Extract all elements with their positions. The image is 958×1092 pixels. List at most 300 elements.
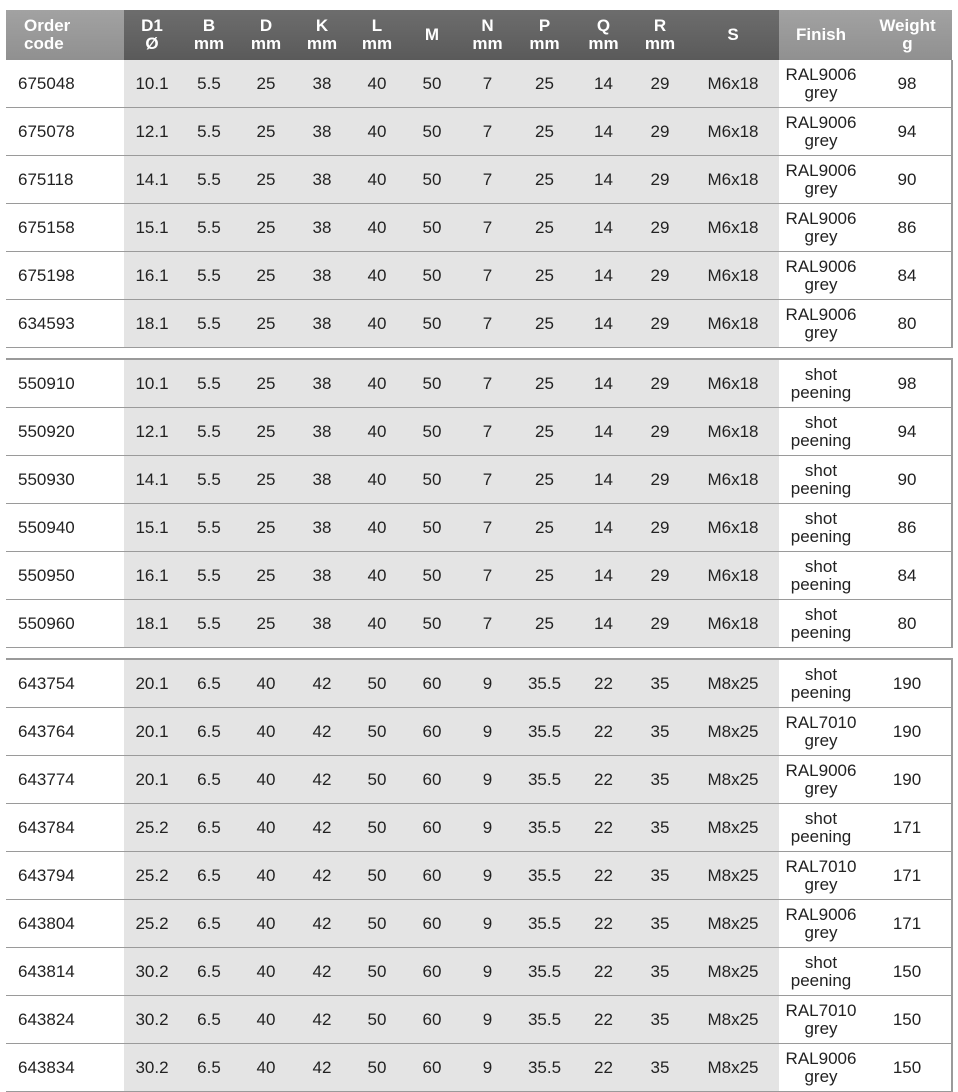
cell-s: M8x25 xyxy=(687,756,779,804)
weight-cell: 84 xyxy=(863,552,952,600)
column-header-unit: mm xyxy=(529,34,560,53)
finish-cell xyxy=(779,900,863,948)
cell-r: 35 xyxy=(633,659,687,708)
cell-d: 40 xyxy=(238,756,294,804)
weight-cell: 171 xyxy=(863,852,952,900)
weight-cell: 171 xyxy=(863,804,952,852)
cell-s: M6x18 xyxy=(687,552,779,600)
cell-d: 25 xyxy=(238,156,294,204)
finish-line-1: shot xyxy=(804,604,838,624)
cell-p: 25 xyxy=(515,60,574,108)
cell-n: 7 xyxy=(460,252,515,300)
cell-d1: 16.1 xyxy=(124,552,180,600)
column-header-label: D xyxy=(259,16,273,35)
weight-cell: 90 xyxy=(863,456,952,504)
table-row xyxy=(6,804,952,852)
finish-line-2: peening xyxy=(790,682,852,702)
cell-b: 5.5 xyxy=(180,359,238,408)
cell-b: 5.5 xyxy=(180,504,238,552)
column-header-code xyxy=(6,10,124,60)
cell-r: 29 xyxy=(633,600,687,648)
weight-cell: 94 xyxy=(863,108,952,156)
cell-b: 6.5 xyxy=(180,996,238,1044)
cell-k: 42 xyxy=(294,852,350,900)
cell-k: 42 xyxy=(294,996,350,1044)
finish-cell xyxy=(779,156,863,204)
cell-s: M6x18 xyxy=(687,359,779,408)
cell-m: 60 xyxy=(404,852,460,900)
cell-b: 5.5 xyxy=(180,456,238,504)
cell-s: M6x18 xyxy=(687,504,779,552)
cell-d: 40 xyxy=(238,948,294,996)
cell-d: 40 xyxy=(238,900,294,948)
column-header-unit: Ø xyxy=(145,34,159,53)
table-row xyxy=(6,408,952,456)
cell-d: 40 xyxy=(238,852,294,900)
cell-n: 9 xyxy=(460,708,515,756)
group-separator xyxy=(6,648,952,660)
column-header-unit: mm xyxy=(306,34,338,53)
group-separator xyxy=(6,348,952,360)
cell-l: 50 xyxy=(350,996,404,1044)
cell-l: 40 xyxy=(350,204,404,252)
cell-p: 35.5 xyxy=(515,804,574,852)
cell-d1: 30.2 xyxy=(124,996,180,1044)
table-row xyxy=(6,504,952,552)
cell-m: 50 xyxy=(404,300,460,348)
cell-p: 35.5 xyxy=(515,659,574,708)
finish-line-2: grey xyxy=(804,226,838,246)
cell-n: 7 xyxy=(460,552,515,600)
group-separator-cell xyxy=(6,348,952,360)
table-row xyxy=(6,252,952,300)
cell-b: 6.5 xyxy=(180,1044,238,1092)
finish-cell xyxy=(779,252,863,300)
cell-l: 50 xyxy=(350,756,404,804)
cell-l: 50 xyxy=(350,1044,404,1092)
table-row xyxy=(6,852,952,900)
column-header-label: Weight xyxy=(879,16,936,35)
cell-l: 40 xyxy=(350,156,404,204)
cell-b: 5.5 xyxy=(180,60,238,108)
finish-line-2: grey xyxy=(804,82,838,102)
cell-b: 5.5 xyxy=(180,156,238,204)
cell-p: 35.5 xyxy=(515,948,574,996)
cell-q: 22 xyxy=(574,852,633,900)
cell-b: 5.5 xyxy=(180,600,238,648)
cell-n: 7 xyxy=(460,156,515,204)
order-code-cell: 675198 xyxy=(6,252,124,300)
table-row xyxy=(6,359,952,408)
cell-s: M8x25 xyxy=(687,996,779,1044)
finish-cell xyxy=(779,552,863,600)
cell-k: 38 xyxy=(294,156,350,204)
order-code-cell: 643784 xyxy=(6,804,124,852)
finish-cell xyxy=(779,408,863,456)
order-code-cell: 550960 xyxy=(6,600,124,648)
cell-p: 35.5 xyxy=(515,1044,574,1092)
cell-l: 50 xyxy=(350,804,404,852)
column-header-m xyxy=(404,10,460,60)
cell-n: 7 xyxy=(460,600,515,648)
cell-n: 7 xyxy=(460,60,515,108)
column-header-unit: g xyxy=(902,34,913,53)
cell-n: 9 xyxy=(460,852,515,900)
column-header-d xyxy=(238,10,294,60)
finish-line-2: peening xyxy=(790,826,852,846)
cell-q: 22 xyxy=(574,948,633,996)
table-row xyxy=(6,1044,952,1092)
cell-m: 50 xyxy=(404,156,460,204)
cell-p: 35.5 xyxy=(515,996,574,1044)
column-header-b xyxy=(180,10,238,60)
cell-q: 14 xyxy=(574,204,633,252)
cell-d: 25 xyxy=(238,359,294,408)
finish-line-1: RAL9006 xyxy=(785,760,857,780)
cell-d: 25 xyxy=(238,552,294,600)
column-header-unit: mm xyxy=(588,34,619,53)
table-row xyxy=(6,60,952,108)
cell-r: 29 xyxy=(633,456,687,504)
weight-cell: 190 xyxy=(863,756,952,804)
cell-p: 35.5 xyxy=(515,708,574,756)
cell-d: 40 xyxy=(238,996,294,1044)
order-code-cell: 675158 xyxy=(6,204,124,252)
order-code-cell: 550920 xyxy=(6,408,124,456)
finish-line-2: peening xyxy=(790,574,852,594)
cell-q: 22 xyxy=(574,900,633,948)
cell-k: 38 xyxy=(294,60,350,108)
cell-m: 60 xyxy=(404,804,460,852)
cell-k: 38 xyxy=(294,359,350,408)
cell-m: 60 xyxy=(404,900,460,948)
cell-l: 40 xyxy=(350,108,404,156)
column-header-unit: mm xyxy=(193,34,225,53)
finish-line-1: RAL9006 xyxy=(785,64,857,84)
cell-d1: 12.1 xyxy=(124,408,180,456)
cell-m: 50 xyxy=(404,359,460,408)
cell-m: 60 xyxy=(404,948,460,996)
finish-cell xyxy=(779,1044,863,1092)
finish-line-2: grey xyxy=(804,274,838,294)
table-row xyxy=(6,600,952,648)
cell-d: 25 xyxy=(238,108,294,156)
order-code-cell: 550950 xyxy=(6,552,124,600)
column-header-label: Order xyxy=(24,16,71,35)
column-header-label: Q xyxy=(596,16,611,35)
finish-line-2: peening xyxy=(790,430,852,450)
cell-r: 29 xyxy=(633,359,687,408)
finish-line-2: grey xyxy=(804,778,838,798)
cell-d1: 25.2 xyxy=(124,852,180,900)
finish-cell xyxy=(779,948,863,996)
cell-q: 14 xyxy=(574,408,633,456)
cell-q: 14 xyxy=(574,108,633,156)
cell-d: 25 xyxy=(238,504,294,552)
cell-d1: 20.1 xyxy=(124,708,180,756)
cell-m: 50 xyxy=(404,456,460,504)
cell-d: 25 xyxy=(238,252,294,300)
finish-line-2: grey xyxy=(804,1018,838,1038)
cell-s: M8x25 xyxy=(687,659,779,708)
cell-d1: 14.1 xyxy=(124,456,180,504)
cell-r: 29 xyxy=(633,300,687,348)
order-code-cell: 643814 xyxy=(6,948,124,996)
cell-m: 50 xyxy=(404,60,460,108)
cell-b: 5.5 xyxy=(180,108,238,156)
group-separator-cell xyxy=(6,648,952,660)
column-header-s xyxy=(687,10,779,60)
finish-line-1: RAL7010 xyxy=(785,856,857,876)
finish-line-1: shot xyxy=(804,364,838,384)
column-header-p xyxy=(515,10,574,60)
header-row xyxy=(6,10,952,60)
column-header-unit: mm xyxy=(361,34,393,53)
finish-line-1: shot xyxy=(804,952,838,972)
cell-s: M8x25 xyxy=(687,708,779,756)
cell-s: M8x25 xyxy=(687,948,779,996)
cell-b: 5.5 xyxy=(180,252,238,300)
cell-k: 42 xyxy=(294,756,350,804)
cell-q: 22 xyxy=(574,756,633,804)
table-row xyxy=(6,552,952,600)
finish-line-2: grey xyxy=(804,730,838,750)
cell-d: 40 xyxy=(238,1044,294,1092)
cell-q: 14 xyxy=(574,359,633,408)
cell-d1: 15.1 xyxy=(124,204,180,252)
weight-cell: 80 xyxy=(863,600,952,648)
cell-l: 50 xyxy=(350,659,404,708)
cell-p: 35.5 xyxy=(515,756,574,804)
cell-q: 22 xyxy=(574,708,633,756)
cell-n: 7 xyxy=(460,408,515,456)
finish-line-2: peening xyxy=(790,970,852,990)
finish-line-1: shot xyxy=(804,808,838,828)
finish-line-2: grey xyxy=(804,322,838,342)
cell-p: 25 xyxy=(515,359,574,408)
cell-p: 25 xyxy=(515,156,574,204)
cell-b: 6.5 xyxy=(180,948,238,996)
finish-line-1: shot xyxy=(804,412,838,432)
cell-d1: 14.1 xyxy=(124,156,180,204)
cell-n: 9 xyxy=(460,804,515,852)
cell-b: 6.5 xyxy=(180,852,238,900)
finish-line-2: peening xyxy=(790,478,852,498)
column-header-label: Finish xyxy=(795,25,847,44)
cell-d: 40 xyxy=(238,804,294,852)
column-header-finish xyxy=(779,10,863,60)
weight-cell: 150 xyxy=(863,1044,952,1092)
cell-m: 60 xyxy=(404,1044,460,1092)
cell-r: 29 xyxy=(633,504,687,552)
cell-r: 35 xyxy=(633,804,687,852)
weight-cell: 86 xyxy=(863,504,952,552)
cell-d1: 15.1 xyxy=(124,504,180,552)
weight-cell: 80 xyxy=(863,300,952,348)
cell-l: 50 xyxy=(350,900,404,948)
cell-r: 35 xyxy=(633,996,687,1044)
cell-s: M6x18 xyxy=(687,204,779,252)
column-header-label: K xyxy=(315,16,329,35)
cell-s: M8x25 xyxy=(687,1044,779,1092)
cell-p: 25 xyxy=(515,600,574,648)
cell-r: 35 xyxy=(633,852,687,900)
cell-l: 40 xyxy=(350,600,404,648)
weight-cell: 190 xyxy=(863,708,952,756)
cell-k: 38 xyxy=(294,552,350,600)
column-header-label: D1 xyxy=(141,16,163,35)
cell-r: 29 xyxy=(633,552,687,600)
cell-r: 29 xyxy=(633,60,687,108)
finish-cell xyxy=(779,204,863,252)
cell-b: 5.5 xyxy=(180,204,238,252)
cell-k: 42 xyxy=(294,1044,350,1092)
column-header-label: N xyxy=(481,16,494,35)
cell-r: 35 xyxy=(633,708,687,756)
finish-cell xyxy=(779,996,863,1044)
cell-q: 14 xyxy=(574,300,633,348)
table-row xyxy=(6,659,952,708)
cell-p: 25 xyxy=(515,504,574,552)
cell-k: 42 xyxy=(294,948,350,996)
cell-r: 29 xyxy=(633,252,687,300)
cell-d1: 30.2 xyxy=(124,948,180,996)
column-header-weight xyxy=(863,10,952,60)
column-header-unit: mm xyxy=(250,34,282,53)
order-code-cell: 675048 xyxy=(6,60,124,108)
cell-l: 40 xyxy=(350,300,404,348)
finish-line-1: RAL9006 xyxy=(785,112,857,132)
cell-q: 14 xyxy=(574,252,633,300)
order-code-cell: 643794 xyxy=(6,852,124,900)
cell-p: 25 xyxy=(515,456,574,504)
cell-r: 29 xyxy=(633,204,687,252)
cell-k: 38 xyxy=(294,108,350,156)
cell-d: 25 xyxy=(238,60,294,108)
weight-cell: 98 xyxy=(863,60,952,108)
column-header-unit: code xyxy=(24,34,64,53)
cell-m: 50 xyxy=(404,552,460,600)
cell-k: 42 xyxy=(294,804,350,852)
cell-q: 22 xyxy=(574,804,633,852)
finish-line-1: RAL7010 xyxy=(785,1000,857,1020)
cell-l: 40 xyxy=(350,456,404,504)
order-code-cell: 634593 xyxy=(6,300,124,348)
table-row xyxy=(6,996,952,1044)
cell-r: 29 xyxy=(633,156,687,204)
finish-line-2: peening xyxy=(790,622,852,642)
order-code-cell: 675078 xyxy=(6,108,124,156)
cell-n: 9 xyxy=(460,756,515,804)
cell-r: 35 xyxy=(633,1044,687,1092)
column-header-unit: mm xyxy=(472,34,503,53)
table-row xyxy=(6,756,952,804)
finish-line-2: peening xyxy=(790,382,852,402)
order-code-cell: 643764 xyxy=(6,708,124,756)
column-header-label: P xyxy=(538,16,551,35)
cell-n: 9 xyxy=(460,659,515,708)
finish-cell xyxy=(779,804,863,852)
cell-m: 50 xyxy=(404,108,460,156)
cell-s: M6x18 xyxy=(687,252,779,300)
finish-line-1: RAL9006 xyxy=(785,160,857,180)
column-header-label: L xyxy=(371,16,383,35)
weight-cell: 84 xyxy=(863,252,952,300)
cell-m: 50 xyxy=(404,504,460,552)
finish-line-2: peening xyxy=(790,526,852,546)
cell-k: 38 xyxy=(294,300,350,348)
cell-n: 7 xyxy=(460,108,515,156)
cell-s: M6x18 xyxy=(687,60,779,108)
cell-p: 35.5 xyxy=(515,900,574,948)
cell-m: 60 xyxy=(404,756,460,804)
cell-k: 38 xyxy=(294,600,350,648)
cell-b: 5.5 xyxy=(180,300,238,348)
cell-d1: 12.1 xyxy=(124,108,180,156)
cell-p: 35.5 xyxy=(515,852,574,900)
cell-s: M6x18 xyxy=(687,456,779,504)
cell-s: M6x18 xyxy=(687,408,779,456)
cell-q: 14 xyxy=(574,600,633,648)
cell-l: 40 xyxy=(350,60,404,108)
order-code-cell: 643804 xyxy=(6,900,124,948)
cell-k: 38 xyxy=(294,408,350,456)
cell-m: 50 xyxy=(404,600,460,648)
finish-line-1: shot xyxy=(804,508,838,528)
order-code-cell: 643754 xyxy=(6,659,124,708)
cell-d1: 10.1 xyxy=(124,359,180,408)
cell-d1: 30.2 xyxy=(124,1044,180,1092)
cell-l: 50 xyxy=(350,948,404,996)
cell-n: 7 xyxy=(460,456,515,504)
cell-m: 50 xyxy=(404,252,460,300)
table-row xyxy=(6,948,952,996)
finish-line-1: RAL9006 xyxy=(785,304,857,324)
weight-cell: 190 xyxy=(863,659,952,708)
cell-p: 25 xyxy=(515,300,574,348)
cell-d: 25 xyxy=(238,408,294,456)
finish-line-1: RAL9006 xyxy=(785,208,857,228)
cell-n: 7 xyxy=(460,204,515,252)
cell-n: 9 xyxy=(460,948,515,996)
cell-d1: 20.1 xyxy=(124,756,180,804)
order-code-cell: 643774 xyxy=(6,756,124,804)
cell-r: 29 xyxy=(633,108,687,156)
finish-cell xyxy=(779,659,863,708)
finish-line-2: grey xyxy=(804,922,838,942)
table-header xyxy=(6,10,952,60)
cell-s: M8x25 xyxy=(687,804,779,852)
weight-cell: 150 xyxy=(863,948,952,996)
table-row xyxy=(6,156,952,204)
cell-d1: 25.2 xyxy=(124,900,180,948)
table-row xyxy=(6,300,952,348)
finish-cell xyxy=(779,359,863,408)
cell-r: 35 xyxy=(633,948,687,996)
cell-d1: 20.1 xyxy=(124,659,180,708)
column-header-l xyxy=(350,10,404,60)
finish-cell xyxy=(779,300,863,348)
cell-l: 40 xyxy=(350,252,404,300)
cell-q: 14 xyxy=(574,156,633,204)
cell-b: 5.5 xyxy=(180,408,238,456)
finish-cell xyxy=(779,456,863,504)
cell-b: 6.5 xyxy=(180,804,238,852)
cell-l: 40 xyxy=(350,504,404,552)
column-header-label: R xyxy=(653,16,667,35)
column-header-r xyxy=(633,10,687,60)
column-header-k xyxy=(294,10,350,60)
